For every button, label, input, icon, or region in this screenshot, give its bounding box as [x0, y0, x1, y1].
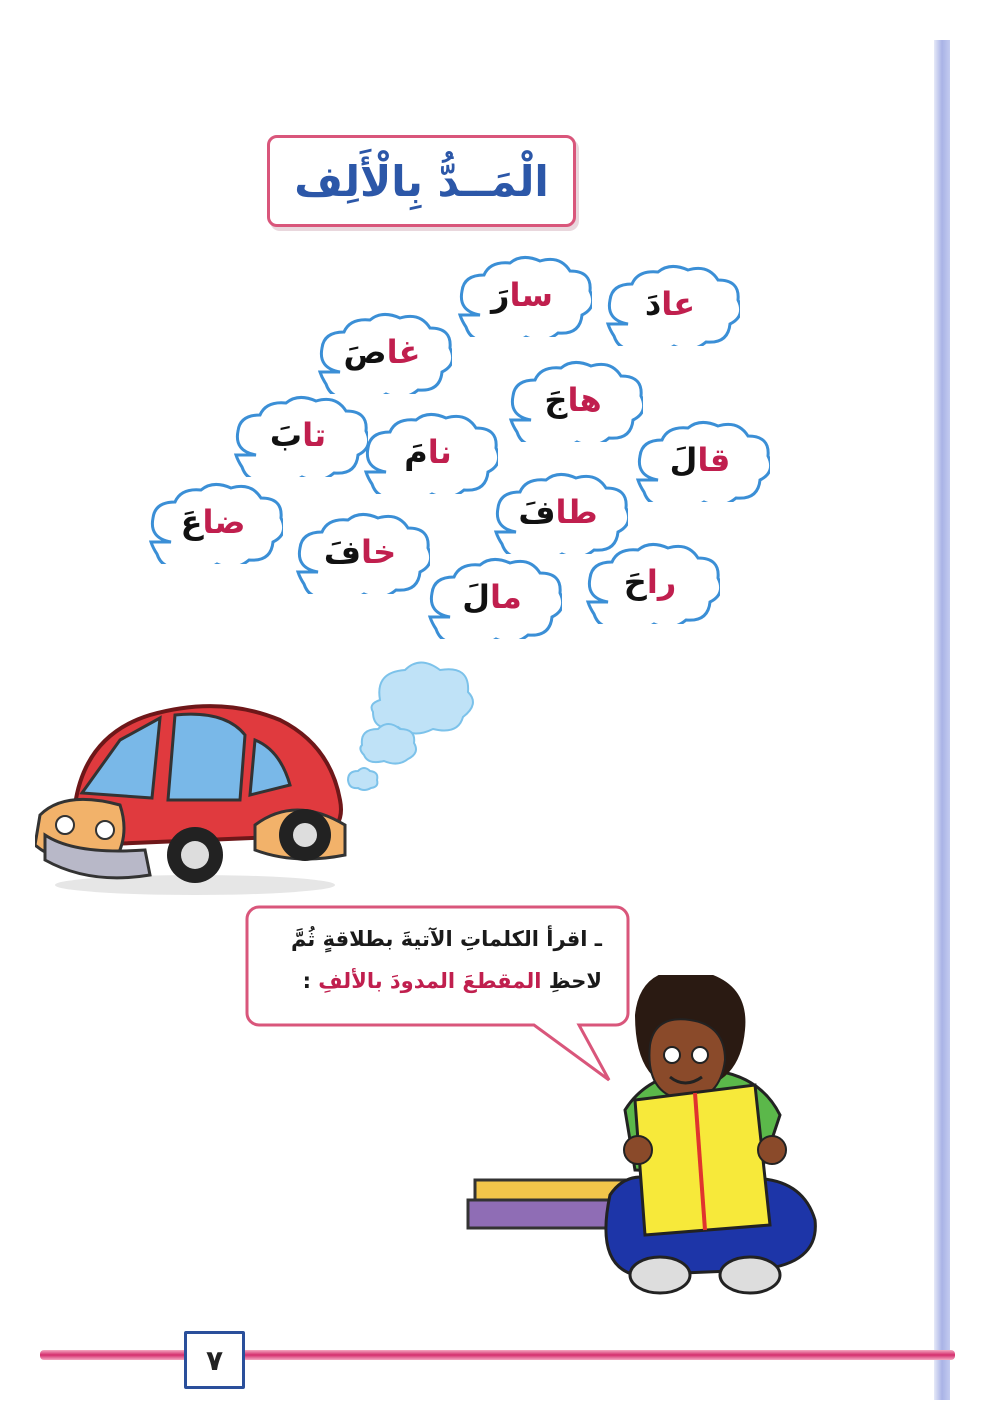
cloud-word [630, 418, 770, 502]
cloud-word-accent: ها [567, 381, 602, 419]
word-cloud [422, 555, 562, 639]
word-cloud [290, 510, 430, 594]
cloud-word-rest: بَ [269, 416, 303, 454]
word-cloud [503, 358, 643, 442]
word-cloud [143, 480, 283, 564]
cloud-word [580, 540, 720, 624]
cloud-word-accent: ضا [202, 503, 246, 541]
cloud-word-accent: خا [361, 533, 397, 571]
cloud-word-accent: را [646, 563, 677, 601]
instruction-highlight: المقطعَ المدودَ بالألفِ [318, 969, 542, 993]
cloud-word [143, 480, 283, 564]
cloud-word-rest: فَ [518, 493, 556, 531]
cloud-word [600, 262, 740, 346]
word-cloud [228, 393, 368, 477]
cloud-word-accent: طا [555, 493, 598, 531]
cloud-word [290, 510, 430, 594]
cloud-word-accent: عا [661, 285, 696, 323]
cloud-word-rest: جَ [544, 381, 568, 419]
boy-reading-illustration [460, 975, 820, 1305]
cloud-word [422, 555, 562, 639]
cloud-word [312, 310, 452, 394]
cloud-word [228, 393, 368, 477]
page-number [184, 1331, 245, 1389]
cloud-word-accent: سا [509, 276, 553, 314]
cloud-word-rest: مَ [404, 433, 428, 471]
word-cloud [580, 540, 720, 624]
cloud-word-accent: ما [489, 578, 522, 616]
page-title: الْمَــدُّ بِالْأَلِف [294, 156, 549, 206]
cloud-word-rest: صَ [343, 333, 387, 371]
word-cloud [600, 262, 740, 346]
cloud-word-rest: لَ [669, 441, 698, 479]
page-number-text: ٧ [205, 1343, 224, 1377]
instruction-line-2-post: : [302, 969, 319, 993]
word-cloud [452, 253, 592, 337]
word-cloud [312, 310, 452, 394]
cloud-word-rest: دَ [644, 285, 662, 323]
word-cloud [630, 418, 770, 502]
cloud-word [503, 358, 643, 442]
cloud-word [452, 253, 592, 337]
cloud-word-accent: نا [427, 433, 452, 471]
instruction-line-2-pre: لاحظِ [541, 969, 602, 993]
title-box [267, 135, 576, 227]
cloud-word-rest: لَ [462, 578, 490, 616]
red-car-illustration [35, 695, 355, 900]
cloud-word-rest: عَ [180, 503, 203, 541]
page-edge-bar [934, 40, 950, 1400]
cloud-word-rest: فَ [323, 533, 362, 571]
cloud-word-accent: تا [302, 416, 327, 454]
cloud-word-accent: غا [386, 333, 421, 371]
small-clouds-illustration [340, 650, 480, 810]
word-cloud [358, 410, 498, 494]
cloud-word-rest: رَ [491, 276, 510, 314]
cloud-word [358, 410, 498, 494]
instruction-line-1: ـ اقرأ الكلماتِ الآتيةَ بطلاقةٍ ثُمَّ [290, 927, 602, 951]
cloud-word-accent: قا [697, 441, 731, 479]
cloud-word-rest: حَ [623, 563, 647, 601]
footer-line [40, 1350, 955, 1360]
